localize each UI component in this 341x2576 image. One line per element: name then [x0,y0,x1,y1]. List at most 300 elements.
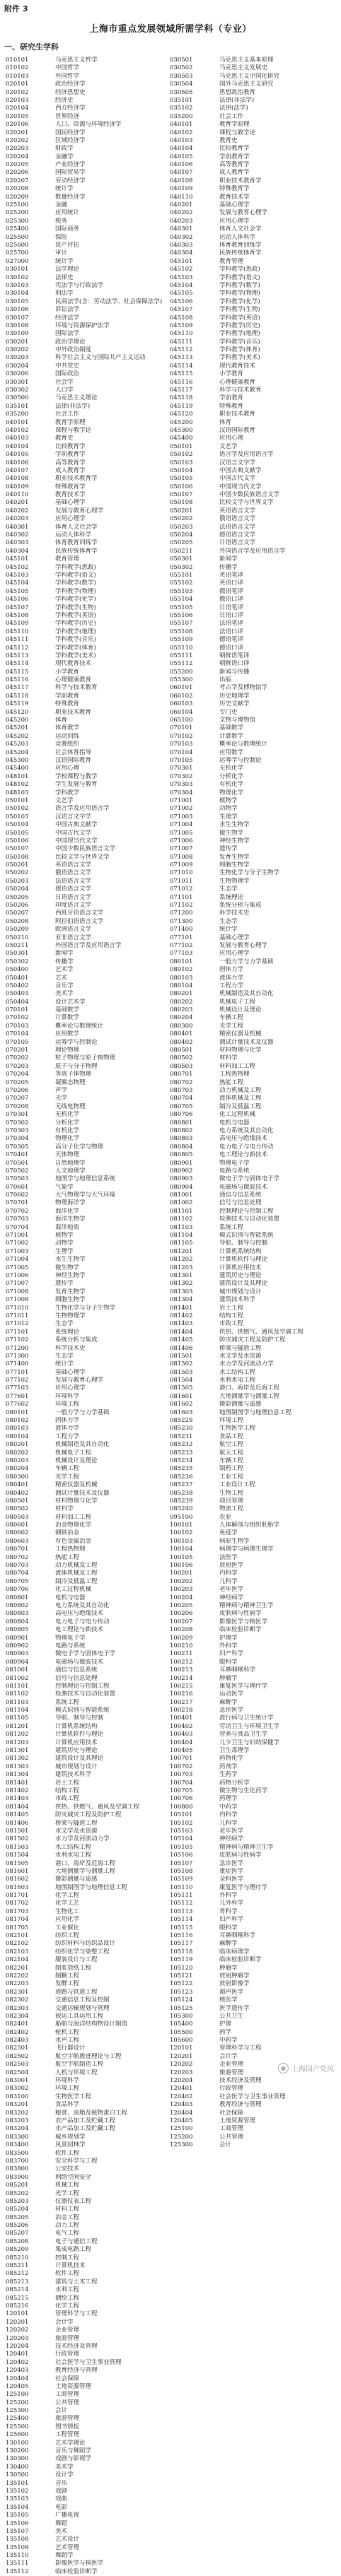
discipline-row [170,1586,333,1594]
discipline-code: 030106 [6,306,29,314]
discipline-code: 080903 [170,1175,193,1183]
discipline-code: 050107 [170,491,193,499]
discipline-code: 040103 [170,136,193,144]
discipline-row [6,1642,168,1650]
discipline-row [170,290,333,298]
discipline-name: 中外政治制度 [55,346,92,354]
discipline-name: 通信与信息系统 [219,1192,262,1199]
discipline-code: 081601 [170,1392,193,1400]
discipline-row [6,1296,168,1304]
discipline-code: 070302 [6,1119,29,1127]
discipline-row [6,387,168,394]
discipline-code: 135111 [6,2560,29,2568]
discipline-row [6,813,168,821]
discipline-row [6,2254,168,2262]
discipline-code: 100218 [170,1707,193,1715]
discipline-code: 045300 [6,756,29,764]
discipline-name: 高分子化学与物理 [55,1143,104,1151]
discipline-row [6,1329,168,1336]
discipline-row [6,57,168,64]
discipline-name: 海洋地质 [55,1223,80,1231]
discipline-name: 地图制图学与地理信息工程 [219,1408,292,1416]
discipline-row [170,1474,333,1481]
discipline-name: 微生物学 [219,829,244,837]
discipline-code: 020204 [6,153,29,160]
discipline-code: 050203 [6,877,29,885]
discipline-row [170,821,333,829]
discipline-code: 085212 [6,2270,29,2278]
discipline-row [6,2182,168,2189]
discipline-row [6,636,168,644]
discipline-name: 防灾减灾工程及防护工程 [55,1811,122,1819]
discipline-code: 071101 [6,1328,29,1336]
discipline-name: 技术经济及管理 [55,2342,98,2350]
discipline-code: 020207 [6,177,29,184]
discipline-name: 应用心理 [55,765,80,772]
discipline-name: 现代教育技术 [219,362,256,370]
discipline-code: 045114 [6,660,29,668]
discipline-name: 文物与博物馆 [219,717,256,724]
discipline-row [6,886,168,893]
discipline-row [6,2069,168,2077]
discipline-row [6,902,168,910]
discipline-row [6,169,168,177]
discipline-name: 体育教育训练学 [219,241,262,249]
discipline-name: 朝鲜语笔译 [219,652,250,659]
discipline-code: 080501 [170,1047,193,1054]
discipline-row [6,1143,168,1151]
discipline-row [170,1280,333,1288]
discipline-name: 水声工程 [55,2037,80,2045]
discipline-row [170,1417,333,1425]
discipline-code: 040105 [170,153,193,160]
discipline-code: 050402 [6,982,29,989]
discipline-code: 050301 [170,555,193,563]
discipline-code: 085206 [6,2222,29,2230]
discipline-code: 071008 [170,853,193,861]
discipline-row [170,773,333,781]
discipline-row [170,1707,333,1715]
discipline-name: 船舶与海洋结构物设计制造 [55,2021,128,2028]
discipline-code: 040201 [170,201,193,209]
discipline-row [170,1844,333,1852]
discipline-row [170,1047,333,1054]
discipline-row [6,926,168,934]
discipline-name: 港口、海岸及近海工程 [219,1384,280,1392]
discipline-code: 040109 [170,185,193,193]
discipline-name: 结构工程 [55,1787,80,1794]
discipline-code: 080101 [6,1408,29,1416]
discipline-name: 基础数学 [219,724,244,732]
discipline-name: 人口学 [55,387,74,394]
discipline-name: 科学与技术教育 [55,684,98,692]
discipline-code: 045120 [170,411,193,418]
discipline-code: 070101 [170,724,193,732]
discipline-code: 045117 [6,684,29,692]
discipline-row [170,2093,333,2101]
discipline-row [6,2528,168,2536]
discipline-code: 083001 [6,2077,29,2085]
discipline-name: 病理学与病理生理学 [219,1546,274,1553]
discipline-code: 081303 [170,1288,193,1295]
discipline-row [170,733,333,741]
discipline-code: 077601 [6,1392,29,1400]
discipline-row [170,942,333,950]
discipline-row [6,1538,168,1546]
discipline-row [6,194,168,201]
discipline-name: 学校课程与教学 [55,772,98,780]
discipline-code: 125300 [6,2407,29,2415]
discipline-code: 070204 [6,1071,29,1078]
discipline-code: 082401 [6,2021,29,2028]
discipline-name: 学生发展与教育 [55,781,98,789]
discipline-name: 西方经济学 [55,105,86,112]
discipline-code: 080706 [6,1586,29,1594]
discipline-name: 学科教学 [55,789,80,796]
discipline-code: 045102 [6,563,29,571]
discipline-name: 化学工程 [55,1892,80,1900]
discipline-code: 100207 [170,1618,193,1625]
discipline-name: 物理海洋学 [55,1199,86,1207]
discipline-code: 080801 [6,1594,29,1601]
discipline-code: 040108 [6,475,29,483]
discipline-code: 065100 [170,717,193,724]
discipline-code: 010101 [6,57,29,64]
discipline-code: 105101 [170,1811,193,1819]
discipline-name: 计算机系统结构 [219,1247,262,1255]
discipline-name: 环境与资源保护法学 [55,322,110,329]
discipline-code: 071005 [6,1264,29,1271]
discipline-name: 会计 [55,2407,68,2415]
discipline-row [170,1956,333,1964]
discipline-row [170,249,333,257]
discipline-name: 德语笔译 [219,636,244,644]
discipline-code: 080702 [170,1078,193,1086]
discipline-name: 肿瘤学 [219,1964,238,1972]
discipline-code: 080502 [6,1505,29,1513]
discipline-code: 082503 [6,2061,29,2069]
discipline-name: 细胞生物学 [55,1296,86,1304]
discipline-code: 120403 [170,2101,193,2109]
discipline-code: 081102 [170,1216,193,1223]
discipline-name: 德语语言文学 [55,886,92,893]
discipline-row [6,121,168,129]
discipline-code: 080703 [6,1562,29,1570]
discipline-code: 100202 [170,1577,193,1585]
discipline-name: 水力学及河流动力学 [55,1835,110,1843]
discipline-row [170,225,333,233]
discipline-name: 信号与信息处理 [55,1674,98,1682]
discipline-code: 080804 [170,1143,193,1151]
discipline-row [6,1006,168,1014]
discipline-name: 学科教学(英语) [219,314,260,322]
discipline-name: 中国古典文献学 [55,821,98,829]
discipline-row [170,1900,333,1907]
discipline-code: 081201 [6,1722,29,1730]
discipline-code: 055300 [170,676,193,684]
discipline-name: 气象学 [55,1183,74,1191]
discipline-name: 电气工程 [55,2230,80,2237]
discipline-name: 美术学 [55,2463,74,2471]
discipline-row [170,918,333,926]
discipline-row [6,2375,168,2383]
discipline-name: 动力工程 [55,2222,80,2230]
discipline-code: 085239 [170,1497,193,1505]
discipline-name: 计算机软件与理论 [219,1256,268,1264]
discipline-row [6,1264,168,1272]
discipline-row [170,669,333,676]
discipline-code: 045119 [170,402,193,410]
discipline-name: 康复医学与理疗学 [219,1682,268,1690]
discipline-code: 071003 [6,1247,29,1255]
discipline-name: 会计学 [55,2318,74,2326]
discipline-code: 040108 [170,177,193,184]
discipline-name: 学科教学(地理) [219,330,260,338]
discipline-row [170,314,333,322]
discipline-name: 行政管理 [55,2351,80,2358]
discipline-code: 125100 [170,2125,193,2133]
discipline-name: 中国哲学 [55,64,80,72]
discipline-code: 020208 [6,185,29,193]
discipline-row [6,2270,168,2278]
discipline-row [6,2440,168,2447]
discipline-name: 比较教育学 [55,442,86,450]
discipline-name: 安全科学与工程 [55,2157,98,2165]
discipline-name: 地图学与地理信息系统 [55,1175,116,1183]
discipline-code: 125100 [6,2391,29,2399]
discipline-name: 语言学及应用语言学 [55,805,110,813]
discipline-name: 原子与分子物理 [55,1062,98,1070]
discipline-code: 030201 [6,338,29,346]
discipline-code: 081102 [6,1690,29,1698]
discipline-code: 035101 [170,96,193,104]
discipline-code: 050205 [170,539,193,547]
discipline-name: 皮肤病与性病学 [219,1852,262,1859]
discipline-name: 材料工程 [55,2206,80,2213]
discipline-code: 070401 [6,1151,29,1159]
discipline-code: 081103 [170,1223,193,1231]
discipline-name: 科学技术史 [55,1344,86,1352]
discipline-code: 100104 [170,1546,193,1553]
discipline-code: 045400 [6,765,29,772]
discipline-row [6,1965,168,1972]
discipline-code: 081503 [6,1843,29,1851]
discipline-name: 中国现当代文学 [55,837,98,845]
discipline-row [6,491,168,499]
discipline-row [6,225,168,233]
discipline-name: 网络空间安全 [55,2173,92,2181]
discipline-name: 动物学 [55,1240,74,1247]
discipline-code: 100212 [170,1658,193,1666]
discipline-row [6,1498,168,1505]
discipline-row [6,1135,168,1143]
discipline-row [170,1996,333,2004]
discipline-code: 082501 [6,2045,29,2052]
discipline-row [6,966,168,974]
discipline-code: 080902 [6,1642,29,1649]
discipline-name: 生物化工 [55,1907,80,1915]
discipline-name: 服装设计与工程 [55,1956,98,1964]
discipline-name: 历史地理学 [219,692,250,700]
discipline-code: 045105 [170,290,193,298]
discipline-name: 特殊教育 [219,402,244,410]
discipline-row [170,1151,333,1159]
discipline-row [170,330,333,338]
discipline-name: 建筑技术科学 [219,1296,256,1304]
discipline-name: 化工过程机械 [219,1111,256,1119]
discipline-row [170,1989,333,1996]
discipline-code: 081405 [6,1811,29,1819]
discipline-name: 材料学 [55,1505,74,1513]
discipline-row [170,950,333,958]
discipline-row [170,2117,333,2125]
discipline-code: 081301 [6,1747,29,1755]
discipline-name: 工程管理 [55,2431,80,2439]
discipline-code: 030104 [6,290,29,298]
discipline-name: 系统理论 [219,893,244,901]
discipline-row [6,1054,168,1062]
discipline-row [170,387,333,394]
discipline-row [170,966,333,974]
discipline-code: 105108 [170,1867,193,1875]
discipline-row [170,837,333,845]
discipline-name: 材料物理与化学 [55,1497,98,1505]
discipline-code: 081603 [6,1883,29,1891]
discipline-code: 120101 [170,2045,193,2052]
discipline-code: 080201 [6,1441,29,1449]
section-heading: 一、研究生学科 [4,42,59,52]
discipline-row [6,249,168,257]
discipline-name: 电力系统及其自动化 [55,1602,110,1609]
discipline-row [170,1111,333,1119]
discipline-row [6,2150,168,2158]
discipline-code: 071003 [170,813,193,821]
discipline-code: 100403 [170,1731,193,1739]
discipline-name: 比较文学与世界文学 [55,853,110,861]
discipline-code: 130200 [6,2447,29,2455]
discipline-code: 080705 [6,1577,29,1585]
discipline-row [170,1868,333,1876]
discipline-code: 081702 [6,1900,29,1907]
discipline-code: 071001 [170,796,193,804]
discipline-name: 学科教学(音乐) [219,338,260,346]
discipline-name: 公共管理 [219,2133,244,2141]
discipline-name: 应用心理学 [219,950,250,958]
discipline-row [170,813,333,821]
discipline-code: 080102 [170,966,193,974]
discipline-row [6,1715,168,1722]
discipline-name: 劳动经济学 [55,177,86,184]
discipline-code: 085240 [170,1505,193,1513]
discipline-row [170,419,333,427]
discipline-name: 一般力学与力学基础 [219,958,274,965]
discipline-name: 道路与铁道工程 [55,1988,98,1996]
discipline-name: 航天工程 [219,1449,244,1457]
discipline-code: 050208 [6,917,29,925]
discipline-row [6,2029,168,2037]
discipline-code: 081402 [6,1787,29,1794]
discipline-name: 动力机械及工程 [55,1562,98,1570]
discipline-row [170,1892,333,1900]
discipline-row [170,306,333,314]
discipline-row [6,1168,168,1175]
discipline-code: 135105 [6,2512,29,2519]
discipline-name: 核医学 [219,1996,238,2004]
discipline-name: 英语笔译 [219,572,244,579]
discipline-name: 护理 [219,2021,232,2028]
discipline-row [6,2045,168,2052]
discipline-name: 全科医学 [219,1876,244,1883]
discipline-row [170,1360,333,1368]
discipline-code: 020202 [6,136,29,144]
discipline-name: 防灾减灾工程及防护工程 [219,1336,286,1344]
discipline-code: 030108 [6,322,29,329]
discipline-code: 070303 [170,781,193,789]
discipline-row [170,1755,333,1763]
discipline-name: 无机化学 [55,1111,80,1119]
discipline-code: 125200 [170,2133,193,2141]
discipline-name: 思想政治教育 [219,88,256,96]
discipline-row [170,830,333,837]
discipline-row [6,604,168,612]
discipline-code: 081405 [170,1336,193,1344]
discipline-name: 摄影测量与遥感 [55,1876,98,1883]
discipline-code: 070703 [6,1216,29,1223]
discipline-name: 等离子体物理 [55,1071,92,1078]
discipline-row [6,2222,168,2230]
discipline-code: 082402 [6,2028,29,2036]
discipline-code: 060104 [170,708,193,716]
discipline-name: 流体力学 [219,974,244,982]
discipline-name: 肿瘤学 [219,1674,238,1682]
discipline-code: 045110 [6,628,29,635]
discipline-row [170,1570,333,1577]
discipline-code: 080101 [170,958,193,965]
discipline-code: 085208 [6,2237,29,2245]
discipline-row [6,572,168,580]
discipline-code: 085213 [6,2278,29,2286]
discipline-name: 学科教学(历史) [219,322,260,329]
discipline-row [170,1143,333,1151]
discipline-name: 学科教学(体育) [55,644,96,652]
discipline-name: 土地资源管理 [55,2382,92,2390]
discipline-name: 水文学及水资源 [219,1352,262,1360]
discipline-name: 学科教学(语文) [219,274,260,281]
discipline-row [6,2480,168,2488]
discipline-code: 055108 [170,628,193,635]
discipline-row [170,958,333,966]
discipline-code: 070303 [6,1127,29,1134]
discipline-row [170,2045,333,2052]
discipline-code: 085203 [6,2197,29,2205]
discipline-name: 学前教育学 [55,451,86,459]
discipline-code: 050205 [6,893,29,901]
discipline-row [6,773,168,781]
discipline-name: 光学 [55,1095,68,1102]
discipline-row [6,2415,168,2423]
discipline-name: 超声医学 [219,1988,244,1996]
discipline-row [170,652,333,660]
discipline-code: 040302 [170,233,193,241]
discipline-name: 法语笔译 [219,620,244,628]
discipline-name: 流体机械及工程 [55,1570,98,1577]
discipline-code: 030505 [170,88,193,96]
discipline-row [170,1635,333,1642]
discipline-row [6,1345,168,1353]
discipline-row [6,1199,168,1207]
discipline-name: 马克思主义哲学 [55,57,98,64]
discipline-name: 精神病与精神卫生学 [219,1843,274,1851]
